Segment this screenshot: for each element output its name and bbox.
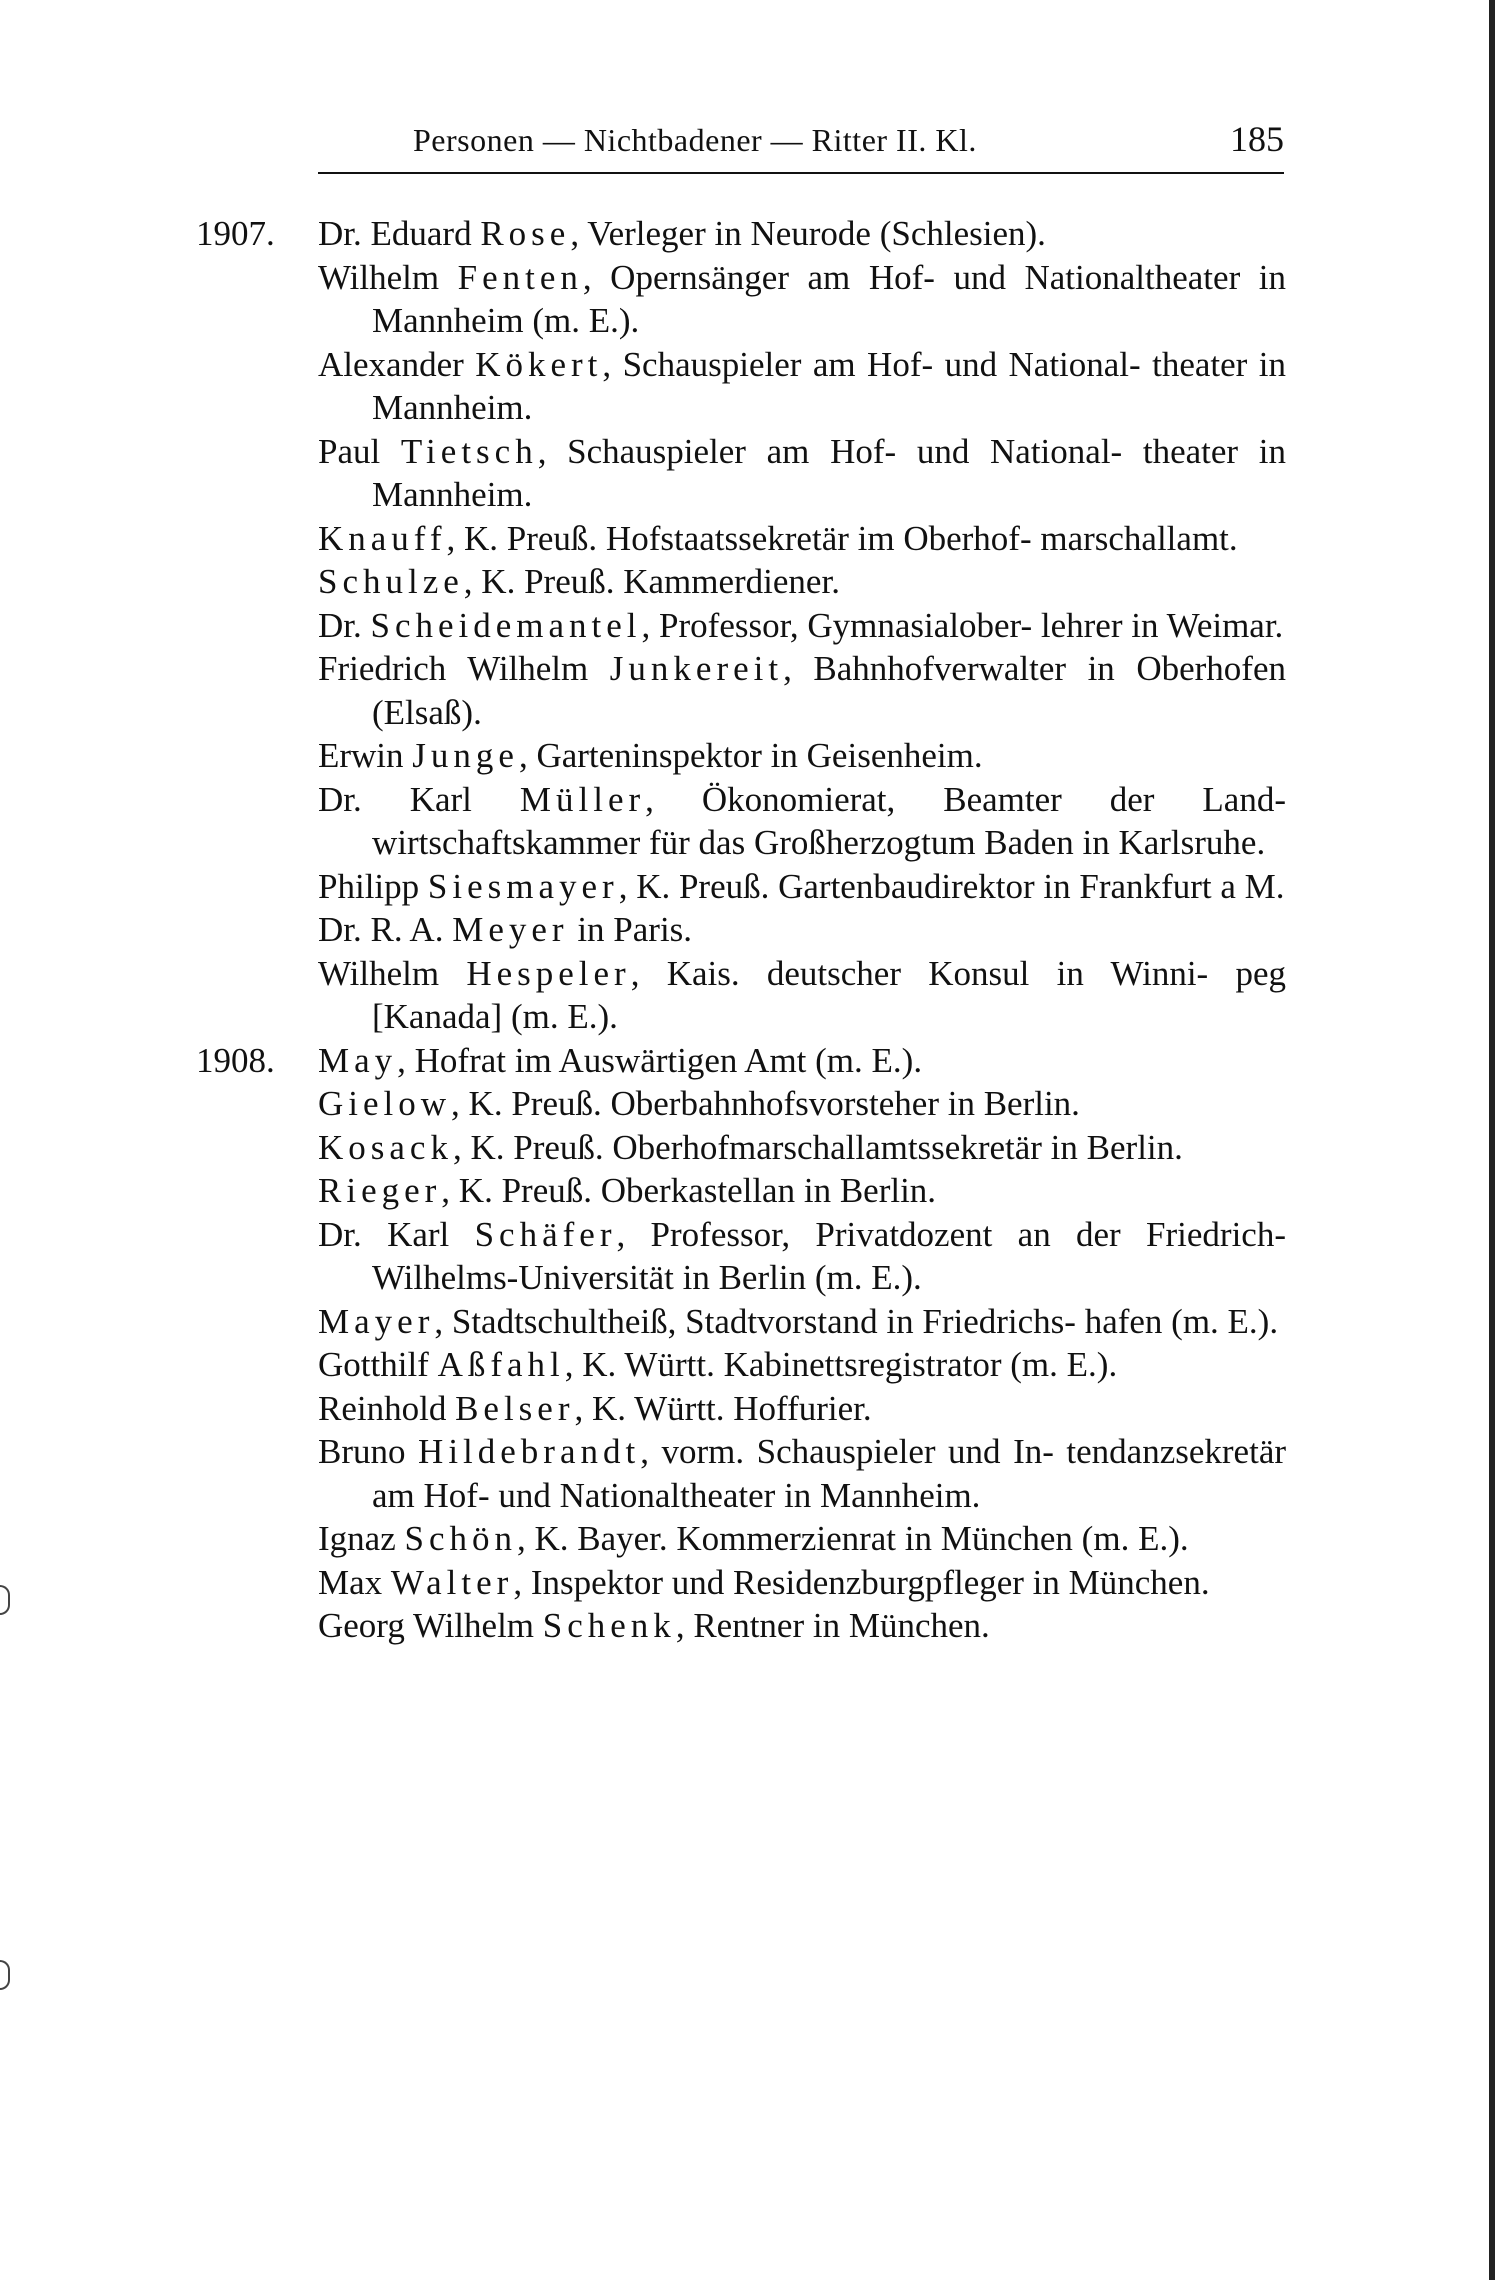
list-item: [196, 778, 1286, 865]
list-item: [196, 1517, 1286, 1561]
entry-prefix: Dr.: [318, 605, 371, 645]
list-item: [196, 560, 1286, 604]
entry-surname: Knauff: [318, 518, 447, 558]
entry-year: 1908.: [196, 1040, 275, 1080]
entry-description: , K. Württ. Kabinettsregistrator (m. E.).: [564, 1345, 1118, 1384]
entry-surname: Kökert: [475, 344, 603, 384]
list-item: [196, 1213, 1286, 1300]
entry-prefix: Friedrich Wilhelm: [318, 649, 610, 688]
entry-surname: Aßfahl: [437, 1345, 565, 1384]
entry-description: , Schauspieler am Hof- und National- theater in Mannheim.: [372, 431, 1286, 514]
entry-text: [318, 778, 1286, 865]
entry-description: , Inspektor und Residenzburgpfleger in München.: [513, 1562, 1210, 1602]
entry-prefix: Dr. Karl: [318, 779, 520, 819]
entry-description: , K. Preuß. Kammerdiener.: [463, 562, 840, 601]
list-item: [196, 1343, 1286, 1387]
entry-description: , Verleger in Neurode (Schlesien).: [570, 214, 1046, 253]
entry-description: , K. Bayer. Kommerzienrat in München (m. E.).: [516, 1519, 1189, 1558]
entry-description: , K. Preuß. Oberkastellan in Berlin.: [441, 1171, 937, 1210]
entry-description: , Ökonomierat, Beamter der Land- wirtschaftskammer für das Großherzogtum Baden in Karlsruhe.: [372, 779, 1286, 862]
entry-description: , Opernsänger am Hof- und Nationaltheater in Mannheim (m. E.).: [372, 257, 1286, 340]
list-item: [196, 1300, 1286, 1344]
entry-description: , Professor, Privatdozent an der Friedrich-Wilhelms-Universität in Berlin (m. E.).: [372, 1214, 1286, 1297]
entry-text: [318, 604, 1286, 648]
page-number: 185: [1230, 119, 1284, 159]
entry-description: , vorm. Schauspieler und In- tendanzsekretär am Hof- und Nationaltheater in Mannheim.: [372, 1432, 1287, 1515]
entry-prefix: Philipp: [318, 866, 428, 906]
entry-text: [318, 1604, 1286, 1648]
entry-surname: Siesmayer: [427, 866, 619, 906]
entry-description: , K. Württ. Hoffurier.: [574, 1388, 872, 1428]
entry-text: [318, 517, 1286, 561]
entry-year: 1907.: [196, 214, 275, 253]
entry-text: [318, 212, 1286, 256]
entry-text: [318, 430, 1286, 517]
header-title: Personen — Nichtbadener — Ritter II. Kl.: [413, 122, 977, 158]
entry-text: [318, 1561, 1286, 1605]
list-item: [196, 1169, 1286, 1213]
entry-surname: Mayer: [318, 1301, 435, 1341]
entry-prefix: Wilhelm: [318, 257, 458, 297]
entry-prefix: Georg Wilhelm: [318, 1606, 543, 1645]
entry-description: , Bahnhofverwalter in Oberhofen (Elsaß).: [372, 649, 1286, 732]
entry-description: , Professor, Gymnasialober- lehrer in Weimar.: [641, 605, 1284, 645]
entry-description: , Hofrat im Auswärtigen Amt (m. E.).: [397, 1040, 923, 1080]
entry-surname: Fenten: [457, 257, 583, 297]
entry-prefix: Gotthilf: [318, 1345, 438, 1384]
entry-surname: Junge: [412, 736, 519, 775]
entry-prefix: Dr. Eduard: [318, 214, 481, 253]
entry-text: [318, 865, 1286, 909]
margin-bracket-mark: [0, 1960, 10, 1990]
running-header: [318, 118, 1284, 178]
entry-description: , Garteninspektor in Geisenheim.: [518, 736, 983, 775]
entry-prefix: Reinhold: [318, 1388, 456, 1428]
entry-surname: Schulze: [318, 562, 464, 601]
entry-surname: Scheidemantel: [370, 605, 642, 645]
entry-surname: Hespeler: [466, 953, 631, 993]
entry-prefix: Bruno: [318, 1432, 419, 1471]
entry-text: [318, 1387, 1286, 1431]
entry-description: , K. Preuß. Oberhofmarschallamtssekretär in Berlin.: [452, 1127, 1183, 1167]
entry-text: [318, 343, 1286, 430]
list-item: [196, 865, 1286, 909]
list-item: [196, 1039, 1286, 1083]
list-item: [196, 1387, 1286, 1431]
entry-description: , Kais. deutscher Konsul in Winni- peg [Kanada] (m. E.).: [372, 953, 1286, 1036]
entry-text: [318, 256, 1286, 343]
entry-description: in Paris.: [568, 910, 693, 949]
entry-text: [318, 560, 1286, 604]
entry-description: , K. Preuß. Oberbahnhofsvorsteher in Berlin.: [451, 1084, 1080, 1123]
entry-surname: Rieger: [318, 1171, 442, 1210]
entry-text: [318, 1126, 1286, 1170]
entry-surname: Müller: [519, 779, 646, 819]
entry-text: [318, 1169, 1286, 1213]
margin-bracket-mark: [0, 1585, 10, 1615]
list-item: [196, 647, 1286, 734]
page-edge-shadow: [1489, 0, 1495, 2280]
entry-prefix: Max: [318, 1562, 391, 1602]
entry-text: [318, 1300, 1286, 1344]
list-item: [196, 734, 1286, 778]
list-item: [196, 1126, 1286, 1170]
entry-surname: Hildebrandt: [418, 1432, 641, 1471]
entry-prefix: Dr. R. A.: [318, 910, 453, 949]
entry-surname: Walter: [390, 1562, 514, 1602]
entry-surname: Schön: [404, 1519, 517, 1558]
entry-surname: Meyer: [452, 910, 569, 949]
list-item: [196, 1561, 1286, 1605]
entry-surname: Schäfer: [474, 1214, 617, 1254]
entry-text: [318, 1213, 1286, 1300]
entry-text: [318, 647, 1286, 734]
entry-description: , K. Preuß. Hofstaatssekretär im Oberhof- marschallamt.: [446, 518, 1238, 558]
entry-prefix: Alexander: [318, 344, 476, 384]
entry-text: [318, 1343, 1286, 1387]
entry-description: , Stadtschultheiß, Stadtvorstand in Friedrichs- hafen (m. E.).: [434, 1301, 1279, 1341]
header-rule: [318, 172, 1284, 174]
list-item: [196, 343, 1286, 430]
list-item: [196, 212, 1286, 256]
entry-description: , Schauspieler am Hof- und National- theater in Mannheim.: [372, 344, 1286, 427]
entry-prefix: Dr. Karl: [318, 1214, 475, 1254]
list-item: [196, 604, 1286, 648]
entry-text: [318, 1082, 1286, 1126]
entry-surname: May: [318, 1040, 398, 1080]
entry-text: [318, 908, 1286, 952]
list-item: [196, 908, 1286, 952]
list-item: [196, 256, 1286, 343]
entry-list: [196, 212, 1286, 1648]
entry-text: [318, 1039, 1286, 1083]
list-item: [196, 517, 1286, 561]
entry-surname: Gielow: [318, 1084, 452, 1123]
entry-prefix: Paul: [318, 431, 401, 471]
entry-text: [318, 734, 1286, 778]
entry-surname: Junkereit: [609, 649, 784, 688]
entry-surname: Rose: [480, 214, 571, 253]
entry-text: [318, 1430, 1286, 1517]
entry-surname: Belser: [455, 1388, 575, 1428]
entry-description: , Rentner in München.: [675, 1606, 990, 1645]
list-item: [196, 952, 1286, 1039]
list-item: [196, 430, 1286, 517]
list-item: [196, 1082, 1286, 1126]
entry-text: [318, 952, 1286, 1039]
list-item: [196, 1604, 1286, 1648]
entry-surname: Schenk: [542, 1606, 676, 1645]
entry-text: [318, 1517, 1286, 1561]
entry-description: , K. Preuß. Gartenbaudirektor in Frankfurt a M.: [618, 866, 1285, 906]
entry-prefix: Ignaz: [318, 1519, 405, 1558]
list-item: [196, 1430, 1286, 1517]
entry-surname: Kosack: [318, 1127, 453, 1167]
entry-surname: Tietsch: [400, 431, 538, 471]
entry-prefix: Wilhelm: [318, 953, 467, 993]
entry-prefix: Erwin: [318, 736, 413, 775]
